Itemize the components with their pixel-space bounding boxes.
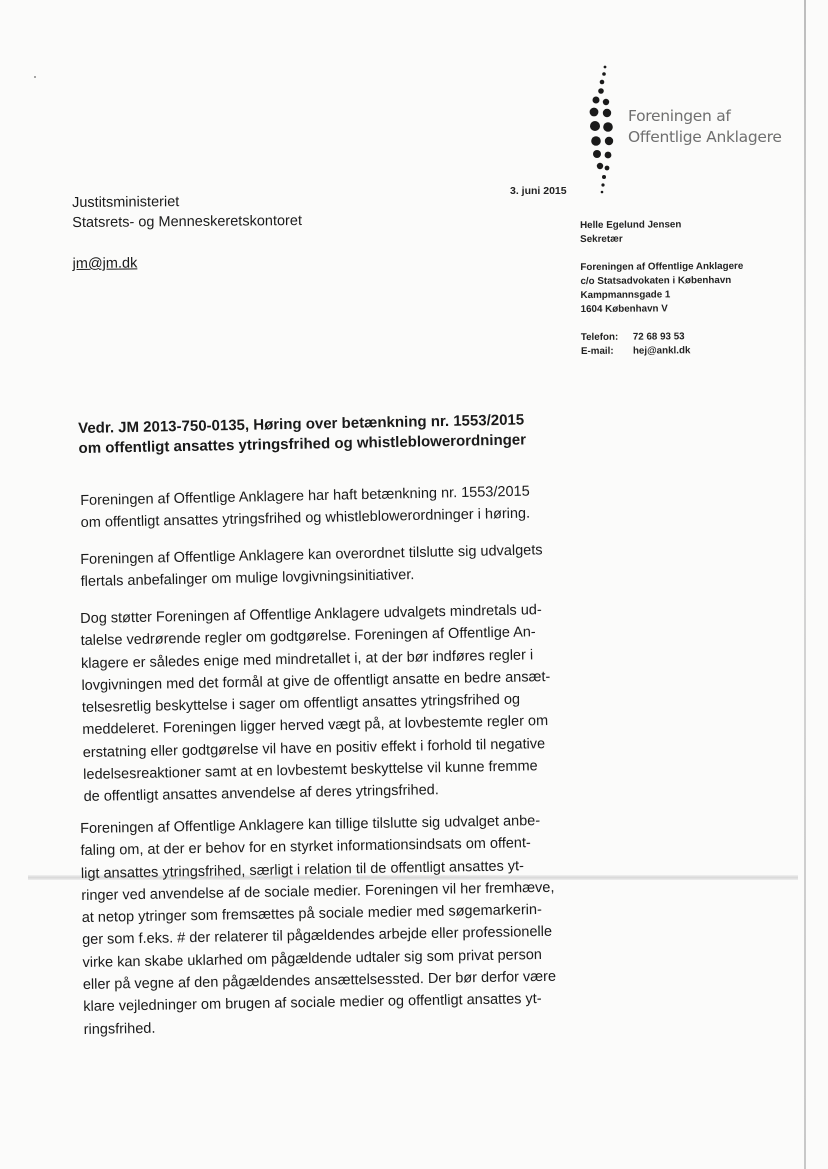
paragraph-line: telsesretlig beskyttelse i sager om offentligt ansattes ytringsfrihed og bbox=[81, 691, 521, 717]
paragraph-line: lovgivningen med det formål at give de offentligt ansatte en bedre ansæt- bbox=[81, 668, 551, 694]
letter-date: 3. juni 2015 bbox=[510, 185, 567, 197]
subject-line-2: om offentligt ansattes ytringsfrihed og whistleblowerordninger bbox=[78, 431, 527, 457]
paragraph-line: ligt ansattes ytringsfrihed, særligt i relation til de offentligt ansattes yt- bbox=[80, 857, 525, 882]
sender-name: Helle Egelund Jensen bbox=[580, 219, 682, 231]
sender-org: Foreningen af Offentlige Anklagere bbox=[580, 260, 744, 273]
paragraph-line: klagere er således enige med mindretallet i, at der bør indføres regler i bbox=[80, 646, 534, 672]
paragraph-line: de offentligt ansattes anvendelse af deres ytringsfrihed. bbox=[83, 782, 439, 806]
paragraph-line: virke kan skabe uklarhed om pågældende udtaler sig som privat person bbox=[82, 946, 543, 971]
scan-speck bbox=[34, 76, 36, 78]
paragraph-line: meddeleret. Foreningen ligger herved vægt på, at lovbestemte regler om bbox=[82, 713, 549, 739]
paragraph-line: klare vejledninger om brugen af sociale medier og offentligt ansattes yt- bbox=[83, 991, 542, 1016]
paragraph-line: flertals anbefalinger om mulige lovgivningsinitiativer. bbox=[80, 567, 415, 591]
paragraph-1 bbox=[80, 479, 586, 534]
recipient-line-1: Justitsministeriet bbox=[72, 194, 180, 211]
paragraph-line: Foreningen af Offentlige Anklagere kan overordnet tilslutte sig udvalgets bbox=[80, 542, 543, 568]
sender-phone-label: Telefon: bbox=[580, 331, 619, 343]
organization-logo-text bbox=[628, 106, 782, 148]
logo-line-2: Offentlige Anklagere bbox=[628, 128, 782, 146]
paragraph-line: om offentligt ansattes ytringsfrihed og whistleblowerordninger i høring. bbox=[80, 505, 531, 532]
sender-street: Kampmannsgade 1 bbox=[580, 289, 671, 301]
logo-line-1: Foreningen af bbox=[628, 107, 731, 125]
paragraph-line: ringsfrihed. bbox=[83, 1020, 156, 1038]
paragraph-line: eller på vegne af den pågældendes ansættelsessted. Der bør derfor være bbox=[82, 968, 557, 994]
paragraph-line: at netop ytringer som fremsættes på sociale medier med søgemarkerin- bbox=[81, 902, 542, 927]
paragraph-line: ledelsesreaktioner samt at en lovbestemt beskyttelse vil kunne fremme bbox=[83, 758, 538, 784]
sender-email-row bbox=[581, 344, 744, 359]
sender-phone-row bbox=[581, 330, 744, 345]
paragraph-3 bbox=[80, 598, 589, 808]
paragraph-2 bbox=[80, 538, 586, 593]
sender-email[interactable]: hej@ankl.dk bbox=[632, 345, 691, 357]
scan-edge bbox=[804, 0, 806, 1169]
letter-subject bbox=[78, 409, 599, 459]
sender-title: Sekretær bbox=[580, 233, 623, 245]
subject-line-1: Vedr. JM 2013-750-0135, Høring over betænkning nr. 1553/2015 bbox=[78, 411, 525, 437]
sender-city: 1604 København V bbox=[580, 303, 668, 315]
sender-email-label: E-mail: bbox=[580, 345, 614, 357]
paragraph-line: faling om, at der er behov for en styrket informationsindsats om offent- bbox=[80, 835, 531, 860]
paragraph-line: talelse vedrørende regler om godtgørelse. Foreningen af Offentlige An- bbox=[80, 624, 536, 650]
paragraph-line: Foreningen af Offentlige Anklagere har haft betænkning nr. 1553/2015 bbox=[80, 483, 530, 509]
recipient-line-2: Statsrets- og Menneskeretskontoret bbox=[72, 212, 303, 231]
paragraph-line: Dog støtter Foreningen af Offentlige Anklagere udvalgets mindretals ud- bbox=[80, 602, 542, 627]
sender-co: c/o Statsadvokaten i København bbox=[580, 274, 732, 287]
paragraph-4 bbox=[80, 809, 589, 1041]
recipient-address bbox=[72, 191, 302, 274]
sender-block bbox=[580, 218, 744, 359]
paragraph-line: Foreningen af Offentlige Anklagere kan tillige tilslutte sig udvalget anbe- bbox=[80, 812, 541, 837]
recipient-email-link[interactable]: jm@jm.dk bbox=[72, 255, 138, 272]
paragraph-line: erstatning eller godtgørelse vil have en positiv effekt i forhold til negative bbox=[82, 735, 546, 761]
paragraph-line: ger som f.eks. # der relaterer til pågældendes arbejde eller professionelle bbox=[81, 924, 553, 949]
sender-phone: 72 68 93 53 bbox=[632, 331, 685, 343]
paragraph-line: ringer ved anvendelse af de sociale medier. Foreningen vil her fremhæve, bbox=[81, 879, 555, 904]
